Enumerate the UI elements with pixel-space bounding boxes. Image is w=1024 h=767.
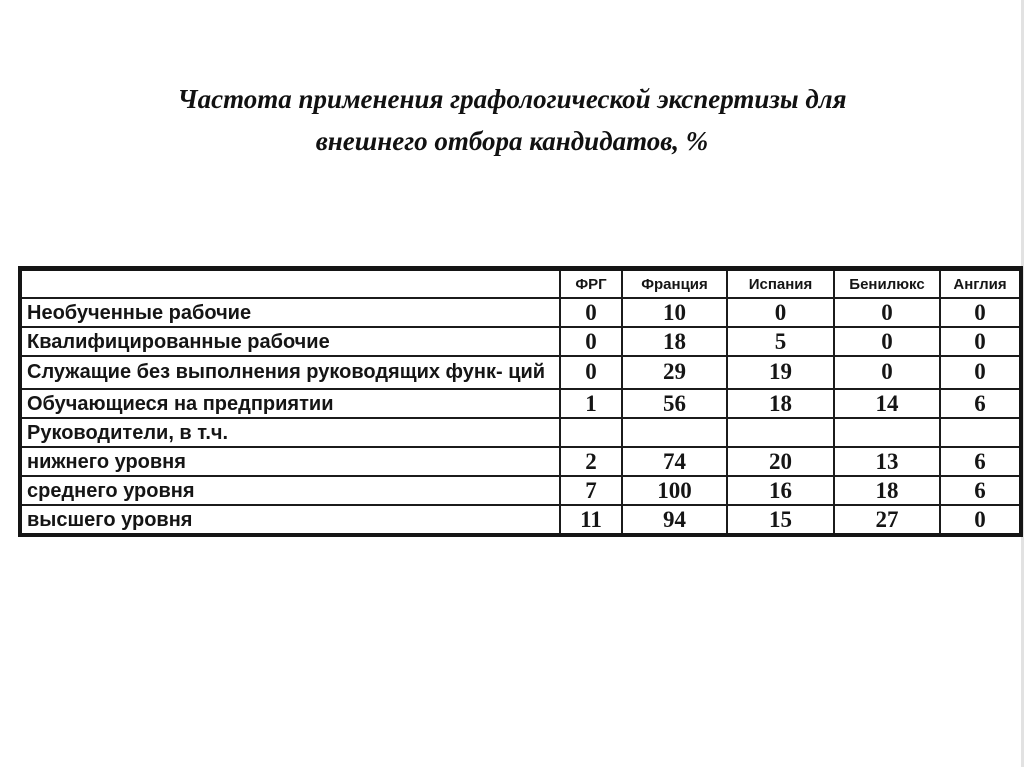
cell-value <box>834 418 940 447</box>
cell-value: 6 <box>940 476 1021 505</box>
column-header-benelux: Бенилюкс <box>834 269 940 299</box>
cell-value <box>560 418 622 447</box>
row-label: Руководители, в т.ч. <box>20 418 560 447</box>
row-label: Служащие без выполнения руководящих функ- ций <box>20 356 560 389</box>
cell-value: 100 <box>622 476 727 505</box>
table-row <box>20 447 1021 476</box>
table-container <box>18 266 1019 537</box>
table-row <box>20 327 1021 356</box>
cell-value: 16 <box>727 476 834 505</box>
cell-value: 1 <box>560 389 622 418</box>
cell-value: 6 <box>940 447 1021 476</box>
table-row <box>20 298 1021 327</box>
cell-value: 6 <box>940 389 1021 418</box>
cell-value: 2 <box>560 447 622 476</box>
cell-value: 18 <box>622 327 727 356</box>
cell-value: 10 <box>622 298 727 327</box>
cell-value: 0 <box>940 356 1021 389</box>
cell-value: 0 <box>940 327 1021 356</box>
column-header-label <box>20 269 560 299</box>
table-row <box>20 389 1021 418</box>
slide-title-line-2: внешнего отбора кандидатов, % <box>315 126 709 156</box>
data-table <box>18 266 1023 537</box>
cell-value: 0 <box>560 356 622 389</box>
cell-value: 7 <box>560 476 622 505</box>
row-label: высшего уровня <box>20 505 560 535</box>
cell-value: 0 <box>940 298 1021 327</box>
column-header-spain: Испания <box>727 269 834 299</box>
table-header-row <box>20 269 1021 299</box>
cell-value: 13 <box>834 447 940 476</box>
row-label: нижнего уровня <box>20 447 560 476</box>
cell-value: 18 <box>834 476 940 505</box>
cell-value: 94 <box>622 505 727 535</box>
slide-title-line-1: Частота применения графологической экспертизы для <box>177 84 847 114</box>
row-label: среднего уровня <box>20 476 560 505</box>
table-row <box>20 356 1021 389</box>
row-label: Необученные рабочие <box>20 298 560 327</box>
cell-value: 5 <box>727 327 834 356</box>
cell-value: 18 <box>727 389 834 418</box>
cell-value: 0 <box>727 298 834 327</box>
column-header-england: Англия <box>940 269 1021 299</box>
cell-value: 0 <box>834 327 940 356</box>
cell-value: 15 <box>727 505 834 535</box>
cell-value: 0 <box>834 298 940 327</box>
table-row <box>20 505 1021 535</box>
cell-value: 27 <box>834 505 940 535</box>
cell-value <box>622 418 727 447</box>
column-header-france: Франция <box>622 269 727 299</box>
cell-value: 0 <box>560 298 622 327</box>
cell-value: 56 <box>622 389 727 418</box>
cell-value: 11 <box>560 505 622 535</box>
row-label: Квалифицированные рабочие <box>20 327 560 356</box>
cell-value: 14 <box>834 389 940 418</box>
cell-value: 29 <box>622 356 727 389</box>
cell-value: 19 <box>727 356 834 389</box>
cell-value <box>940 418 1021 447</box>
row-label: Обучающиеся на предприятии <box>20 389 560 418</box>
cell-value: 20 <box>727 447 834 476</box>
cell-value: 0 <box>560 327 622 356</box>
table-row <box>20 418 1021 447</box>
cell-value: 74 <box>622 447 727 476</box>
slide-title <box>0 78 1024 162</box>
column-header-frg: ФРГ <box>560 269 622 299</box>
cell-value: 0 <box>940 505 1021 535</box>
table-row <box>20 476 1021 505</box>
cell-value <box>727 418 834 447</box>
cell-value: 0 <box>834 356 940 389</box>
